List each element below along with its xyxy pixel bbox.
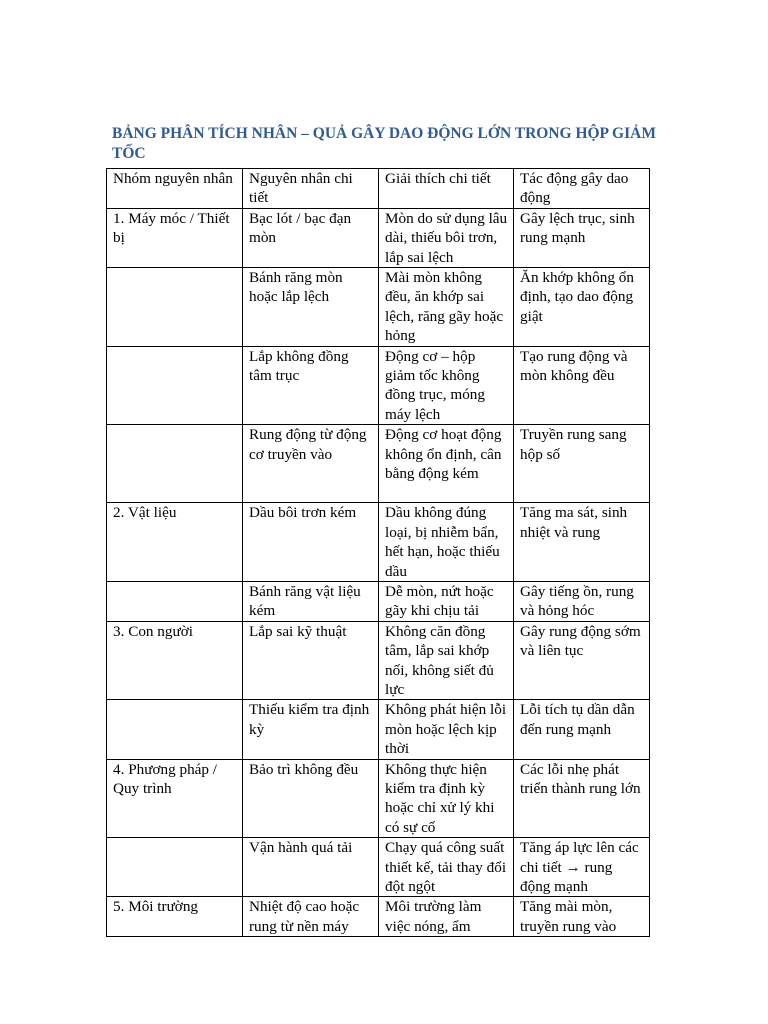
cell-cause: Nhiệt độ cao hoặc rung từ nền máy — [243, 897, 379, 937]
cell-group: 1. Máy móc / Thiết bị — [107, 208, 243, 267]
document-title: BẢNG PHÂN TÍCH NHÂN – QUẢ GÂY DAO ĐỘNG LỚN TRONG HỘP GIẢM TỐC — [112, 125, 656, 162]
cell-explanation: Mòn do sử dụng lâu dài, thiếu bôi trơn, lắp sai lệch — [379, 208, 514, 267]
cell-cause: Bảo trì không đều — [243, 759, 379, 838]
cell-group — [107, 838, 243, 897]
cell-group — [107, 268, 243, 347]
cell-impact: Lỗi tích tụ dần dẫn đến rung mạnh — [514, 700, 650, 759]
cause-effect-table — [106, 168, 650, 937]
cell-explanation: Động cơ – hộp giảm tốc không đồng trục, móng máy lệch — [379, 346, 514, 425]
table-row — [107, 759, 650, 838]
cell-cause: Vận hành quá tải — [243, 838, 379, 897]
cell-impact: Gây rung động sớm và liên tục — [514, 621, 650, 700]
cell-explanation: Chạy quá công suất thiết kế, tải thay đổi đột ngột — [379, 838, 514, 897]
cell-group — [107, 581, 243, 621]
cell-explanation: Mài mòn không đều, ăn khớp sai lệch, răng gãy hoặc hỏng — [379, 268, 514, 347]
cell-cause: Lắp không đồng tâm trục — [243, 346, 379, 425]
cell-group — [107, 700, 243, 759]
cell-group — [107, 425, 243, 503]
cell-cause: Rung động từ động cơ truyền vào — [243, 425, 379, 503]
cell-cause: Bánh răng mòn hoặc lắp lệch — [243, 268, 379, 347]
table-row — [107, 346, 650, 425]
cell-impact: Gây lệch trục, sinh rung mạnh — [514, 208, 650, 267]
cell-explanation: Không căn đồng tâm, lắp sai khớp nối, không siết đủ lực — [379, 621, 514, 700]
table-row — [107, 700, 650, 759]
table-header-row — [107, 169, 650, 209]
cell-group: 5. Môi trường — [107, 897, 243, 937]
cell-explanation: Không thực hiện kiểm tra định kỳ hoặc chỉ xử lý khi có sự cố — [379, 759, 514, 838]
cell-group: 2. Vật liệu — [107, 503, 243, 582]
cell-cause: Thiếu kiểm tra định kỳ — [243, 700, 379, 759]
cell-cause: Bánh răng vật liệu kém — [243, 581, 379, 621]
cell-impact: Gây tiếng ồn, rung và hỏng hóc — [514, 581, 650, 621]
table-row — [107, 838, 650, 897]
table-row — [107, 425, 650, 503]
header-cell-cause: Nguyên nhân chi tiết — [243, 169, 379, 209]
cell-impact: Truyền rung sang hộp số — [514, 425, 650, 503]
cell-cause: Dầu bôi trơn kém — [243, 503, 379, 582]
table-row — [107, 581, 650, 621]
cell-impact: Tạo rung động và mòn không đều — [514, 346, 650, 425]
cell-cause: Bạc lót / bạc đạn mòn — [243, 208, 379, 267]
cell-group: 4. Phương pháp / Quy trình — [107, 759, 243, 838]
cell-explanation: Không phát hiện lỗi mòn hoặc lệch kịp thời — [379, 700, 514, 759]
header-cell-explanation: Giải thích chi tiết — [379, 169, 514, 209]
cell-group — [107, 346, 243, 425]
cell-impact: Tăng ma sát, sinh nhiệt và rung — [514, 503, 650, 582]
table-row — [107, 897, 650, 937]
cell-explanation: Môi trường làm việc nóng, ẩm — [379, 897, 514, 937]
header-cell-group: Nhóm nguyên nhân — [107, 169, 243, 209]
cell-explanation: Dễ mòn, nứt hoặc gãy khi chịu tải — [379, 581, 514, 621]
cell-explanation: Động cơ hoạt động không ổn định, cân bằng động kém — [379, 425, 514, 503]
table-row — [107, 268, 650, 347]
cell-impact: Tăng áp lực lên các chi tiết → rung động mạnh — [514, 838, 650, 897]
table-row — [107, 621, 650, 700]
cell-explanation: Dầu không đúng loại, bị nhiễm bẩn, hết hạn, hoặc thiếu dầu — [379, 503, 514, 582]
header-cell-impact: Tác động gây dao động — [514, 169, 650, 209]
table-row — [107, 503, 650, 582]
cell-impact: Các lỗi nhẹ phát triển thành rung lớn — [514, 759, 650, 838]
cell-group: 3. Con người — [107, 621, 243, 700]
cell-impact: Tăng mài mòn, truyền rung vào — [514, 897, 650, 937]
cell-impact: Ăn khớp không ổn định, tạo dao động giật — [514, 268, 650, 347]
cell-cause: Lắp sai kỹ thuật — [243, 621, 379, 700]
table-row — [107, 208, 650, 267]
